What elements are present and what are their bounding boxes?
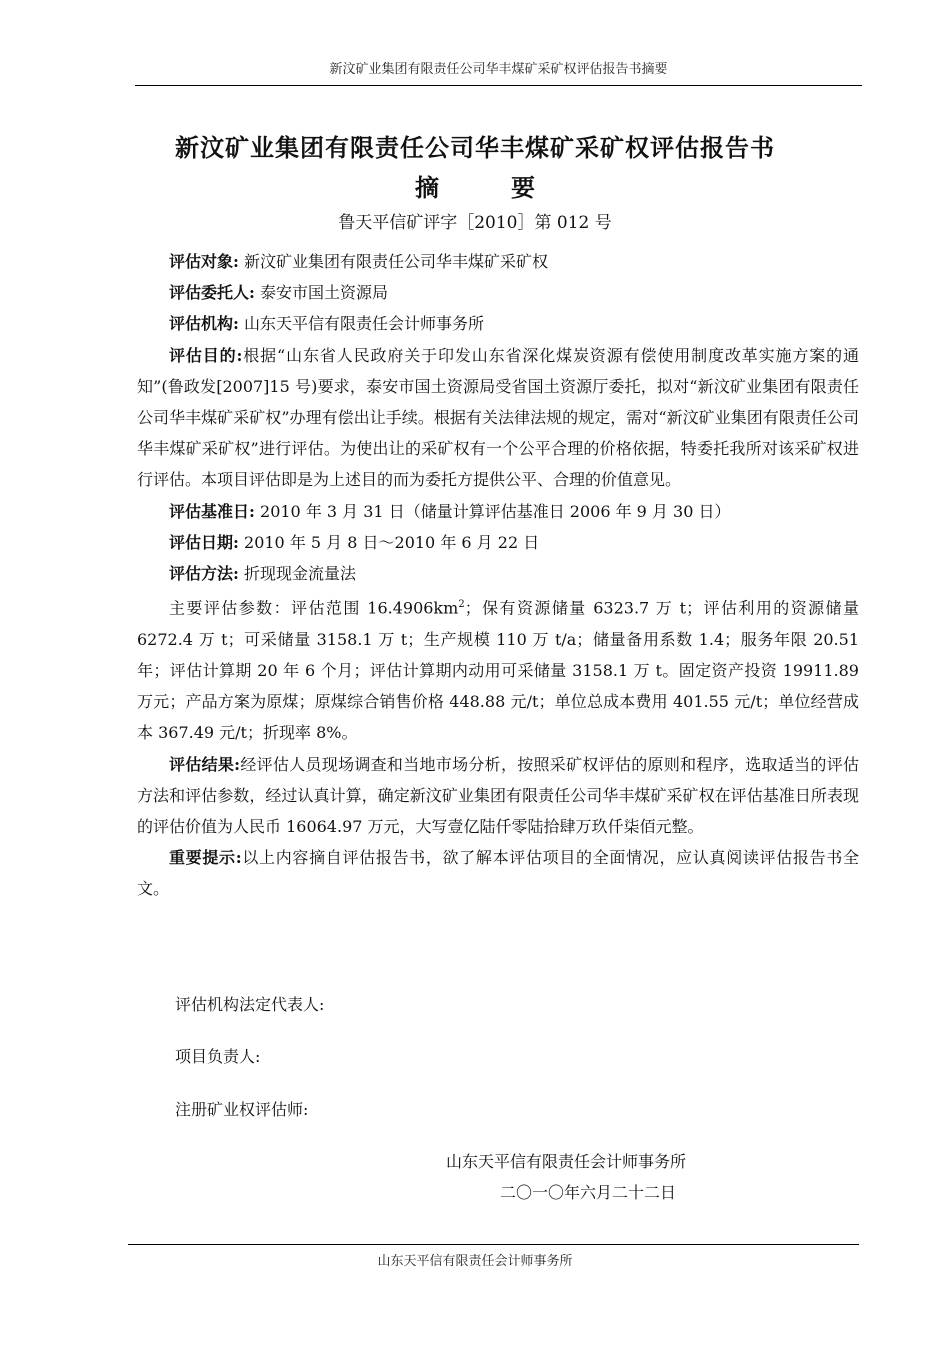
section-eval-period (137, 527, 859, 558)
section-label: 评估基准日: (169, 501, 255, 521)
section-text: 2010 年 3 月 31 日（储量计算评估基准日 2006 年 9 月 30 日） (254, 501, 731, 521)
section-label: 评估日期: (169, 532, 239, 552)
section-text: 折现现金流量法 (238, 564, 357, 584)
section-agency (137, 308, 859, 339)
params-text: 主要评估参数：评估范围 16.4906km (169, 598, 459, 618)
section-label: 评估委托人: (169, 283, 255, 303)
section-base-date (137, 496, 859, 527)
running-footer: 山东天平信有限责任会计师事务所 (377, 1254, 573, 1269)
section-label: 评估机构: (169, 314, 239, 334)
section-text: 以上内容摘自评估报告书，欲了解本评估项目的全面情况，应认真阅读评估报告书全文。 (137, 848, 859, 899)
section-text: 2010 年 5 月 8 日～2010 年 6 月 22 日 (238, 532, 540, 552)
section-object (137, 246, 859, 277)
section-text: 新汶矿业集团有限责任公司华丰煤矿采矿权 (238, 252, 549, 271)
section-text: 经评估人员现场调查和当地市场分析，按照采矿权评估的原则和程序，选取适当的评估方法和评估参数，经过认真计算，确定新汶矿业集团有限责任公司华丰煤矿采矿权在评估基准日所表现的评估价值为人民币 16064.97 万元，大写壹亿陆仟零陆拾肆万玖仟柒佰元整。 (137, 754, 859, 836)
section-label: 评估方法: (169, 564, 239, 584)
footer-divider (128, 1244, 859, 1245)
params-text: ；保有资源储量 6323.7 万 t；评估利用的资源储量 6272.4 万 t；可采储量 3158.1 万 t；生产规模 110 万 t/a；储量备用系数 1.4；服务年限 20.51 年；评估计算期 20 年 6 个月；评估计算期内动用可采储量 3158.1 万 t。固定资产投资 19911.89 万元；产品方案为原煤；原煤综合销售价格 448.88 元/t；单位总成本费用 401.55 元/t；单位经营成本 367.49 元/t；折现率 8%。 (137, 598, 859, 743)
signing-date: 二〇一〇年六月二十二日 (500, 1183, 677, 1202)
section-purpose (137, 340, 859, 496)
section-method (137, 558, 859, 589)
section-client (137, 277, 859, 308)
section-params (137, 589, 859, 748)
document-subtitle: 摘 要 (415, 174, 535, 202)
running-header: 新汶矿业集团有限责任公司华丰煤矿采矿权评估报告书摘要 (329, 62, 668, 77)
section-label: 评估目的: (169, 345, 243, 365)
section-text: 根据“山东省人民政府关于印发山东省深化煤炭资源有偿使用制度改革实施方案的通知”(鲁政发[2007]15 号)要求，泰安市国土资源局受省国土资源厅委托，拟对“新汶矿业集团有限责任公司华丰煤矿采矿权”办理有偿出让手续。根据有关法律法规的规定，需对“新汶矿业集团有限责任公司华丰煤矿采矿权”进行评估。为使出让的采矿权有一个公平合理的价格依据，特委托我所对该采矿权进行评估。本项目评估即是为上述目的而为委托方提供公平、合理的价值意见。 (137, 345, 859, 490)
section-notice (137, 842, 859, 904)
section-label: 重要提示: (169, 848, 242, 868)
superscript: 2 (458, 599, 465, 611)
document-title: 新汶矿业集团有限责任公司华丰煤矿采矿权评估报告书 (175, 134, 775, 162)
section-text: 山东天平信有限责任会计师事务所 (238, 314, 485, 334)
section-text: 泰安市国土资源局 (254, 283, 389, 303)
document-number: 鲁天平信矿评字［2010］第 012 号 (338, 213, 612, 233)
appraiser-line: 注册矿业权评估师: (175, 1100, 309, 1119)
section-result (137, 749, 859, 843)
legal-representative-line: 评估机构法定代表人: (175, 995, 325, 1014)
summary-body (137, 246, 859, 905)
signing-organization: 山东天平信有限责任会计师事务所 (446, 1152, 687, 1171)
section-label: 评估结果: (169, 754, 241, 774)
section-label: 评估对象: (169, 252, 239, 271)
header-divider (135, 85, 862, 86)
project-lead-line: 项目负责人: (175, 1047, 261, 1066)
